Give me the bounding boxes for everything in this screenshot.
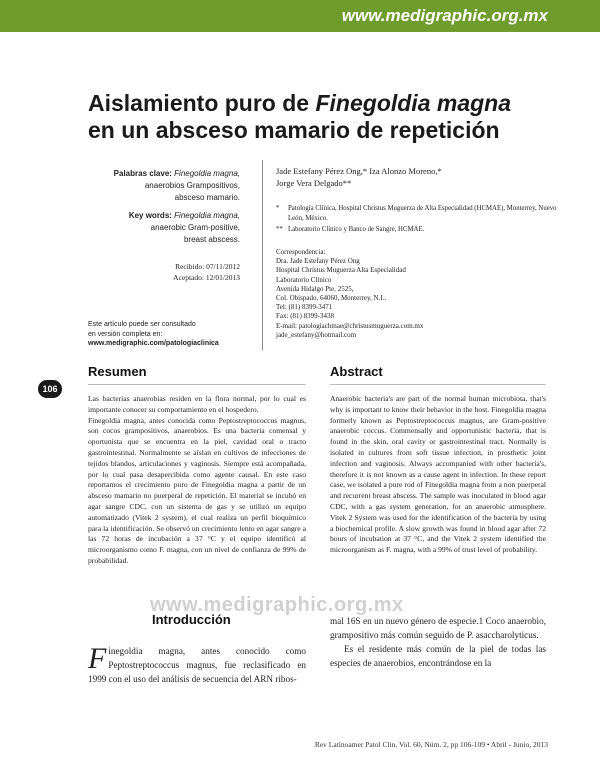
correspondence-line: Fax: (81) 8399-3438 <box>276 312 334 321</box>
resumen-rule <box>88 384 306 385</box>
received-date: Recibido: 07/11/2012 <box>175 262 240 271</box>
correspondence-line: Hospital Christus Muguerza Alta Especialidad <box>276 266 406 275</box>
correspondence-line: Col. Obispado, 64060, Monterrey, N.L. <box>276 294 387 303</box>
keywords-es <box>88 168 240 204</box>
abstract-rule <box>330 384 546 385</box>
resumen-paragraph: Finegoldia magna, antes conocida como Peptostreptococcus magnus, son cocos grampositivos, anaerobios. Es una bacteria comensal y oportunista que se encuentra en la piel, cavidad oral o tracto gastrointestinal. Normalmente se aíslan en cultivos de infecciones de tejidos blandos, articulaciones y vaginosis. Siempre está acompañada, por lo cual pasa desapercibida como agente causal. En este caso reportamos el crecimiento puro de Finegoldia magna a partir de un absceso mamario no puerperal de repetición. El material se incubó en agar sangre CDC, con un sistema de gas y se utilizó un equipo automatizado (Vitek 2 system), el cual realiza un perfil bioquímico para la identificación. Se observó un crecimiento lento en agar sangre a las 72 horas de incubación a 37 °C y el equipo identificó al microorganismo como F. magna, con un nivel de confianza de 99% de probabilidad. <box>88 415 306 565</box>
affiliation-mark: ** <box>276 226 283 233</box>
correspondence-line: Correspondencia: <box>276 248 326 256</box>
abstract-paragraph: Anaerobic bacteria's are part of the normal human microbiota, that's why is important to know their behavior in the host. Finegoldia magna formerly known as Peptostreptococcus magnus, are Gram-positive anaerobic coccus. Commensally and opportunistic bacteria, that is found in the skin, oral cavity or gastrointestinal tract. Normally is isolated in cultures from soft tissue infection, in prosthetic joint infection and vaginosis. Always accompanied with other bacteria's, therefore it is not known as a cause agent in infection. In these report case, we isolated a pure rod of Finegoldia magna from a non puerperal and recurrent breast abscess. The sample was inoculated in blood agar CDC, with a gas system generation, for an anaerobic atmosphere. Vitek 2 System was used for the identification of the bacteria by using a biochemical profile. A slow growth was found in blood agar after 72 hours of incubation at 37 °C, and the Vitek 2 system identified the microorganism as F. magna, with a 99% of trust level of probability. <box>330 394 546 555</box>
keywords-es-item: absceso mamario. <box>174 193 240 202</box>
abstract-body <box>330 394 546 556</box>
consult-line: Este artículo puede ser consultado <box>88 321 196 328</box>
correspondence-email[interactable]: jade_estefany@hotmail.com <box>276 330 357 339</box>
affiliation <box>276 204 566 223</box>
resumen-body <box>88 394 306 567</box>
top-banner <box>0 0 600 32</box>
title-species: Finegoldia magna <box>315 90 512 116</box>
correspondence-line: Dra. Jade Estefany Pérez Ong <box>276 257 360 266</box>
article-title <box>88 90 568 144</box>
page-number-badge: 106 <box>38 380 62 398</box>
consult-note <box>88 320 268 349</box>
resumen-paragraph: Las bacterias anaerobias residen en la flora normal, por lo cual es importante conocer su comportamiento en el hospedero. <box>88 394 306 414</box>
correspondence-line: Laboratorio Clínico <box>276 275 332 284</box>
correspondence-email[interactable]: E-mail: patologiachmae@christusmuguerza.com.mx <box>276 321 424 330</box>
keywords-es-label: Palabras clave: <box>113 169 172 178</box>
keywords-en-item: breast abscess. <box>183 235 240 244</box>
keywords-en-item: Finegoldia magna, <box>174 211 240 220</box>
journal-footer: Rev Latinoamer Patol Clin, Vol. 60, Núm. 2, pp 106-109 • Abril - Junio, 2013 <box>314 740 548 749</box>
correspondence-line: Tel: (81) 8399-3471 <box>276 303 333 312</box>
correspondence-line: Avenida Hidalgo Pte. 2525, <box>276 284 354 293</box>
intro-paragraph: Es el residente más común de la piel de todas las especies de anaerobios, encontrándose en la <box>330 644 546 668</box>
accepted-date: Aceptado: 12/01/2013 <box>173 273 240 282</box>
consult-link[interactable]: www.medigraphic.com/patologiaclinica <box>88 340 219 347</box>
author-line: Jade Estefany Pérez Ong,* Iza Alonzo Moreno,* <box>276 166 442 176</box>
keywords-en <box>88 210 240 246</box>
intro-paragraph: mal 16S en un nuevo género de especie.1 Coco anaerobio, grampositivo más común seguido de P. asaccharolyticus. <box>330 616 546 640</box>
keywords-es-item: Finegoldia magna, <box>174 169 240 178</box>
keywords-en-label: Key words: <box>128 211 172 220</box>
affiliation-text: Patología Clínica, Hospital Christus Muguerza de Alta Especialidad (HCMAE), Monterrey, Nuevo León, México. <box>288 205 557 222</box>
abstract-heading: Abstract <box>330 364 383 379</box>
intro-heading: Introducción <box>152 612 231 627</box>
intro-left-column <box>88 644 306 686</box>
keywords-en-item: anaerobic Gram-positive, <box>150 223 240 232</box>
column-divider <box>262 160 263 350</box>
article-dates <box>88 261 240 283</box>
intro-text: inegoldia magna, antes conocido como Peptostreptococcus magnus, fue reclasificado en 1999 con el uso del análisis de secuencia del ARN ribos- <box>88 646 306 684</box>
title-prefix: Aislamiento puro de <box>88 90 316 116</box>
drop-cap: F <box>88 642 107 675</box>
keywords-es-item: anaerobios Grampositivos, <box>144 181 240 190</box>
watermark: www.medigraphic.org.mx <box>150 594 404 616</box>
banner-url[interactable]: www.medigraphic.org.mx <box>341 6 548 25</box>
consult-line: en versión completa en: <box>88 330 163 338</box>
intro-right-column <box>330 614 546 670</box>
authors <box>276 166 566 189</box>
correspondence <box>276 248 566 340</box>
title-line2: en un absceso mamario de repetición <box>88 117 500 143</box>
affiliation <box>276 225 566 235</box>
resumen-heading: Resumen <box>88 364 147 379</box>
author-line: Jorge Vera Delgado** <box>276 177 352 188</box>
affiliation-mark: * <box>276 205 280 212</box>
affiliation-text: Laboratorio Clínico y Banco de Sangre, HCMAE. <box>288 226 425 233</box>
